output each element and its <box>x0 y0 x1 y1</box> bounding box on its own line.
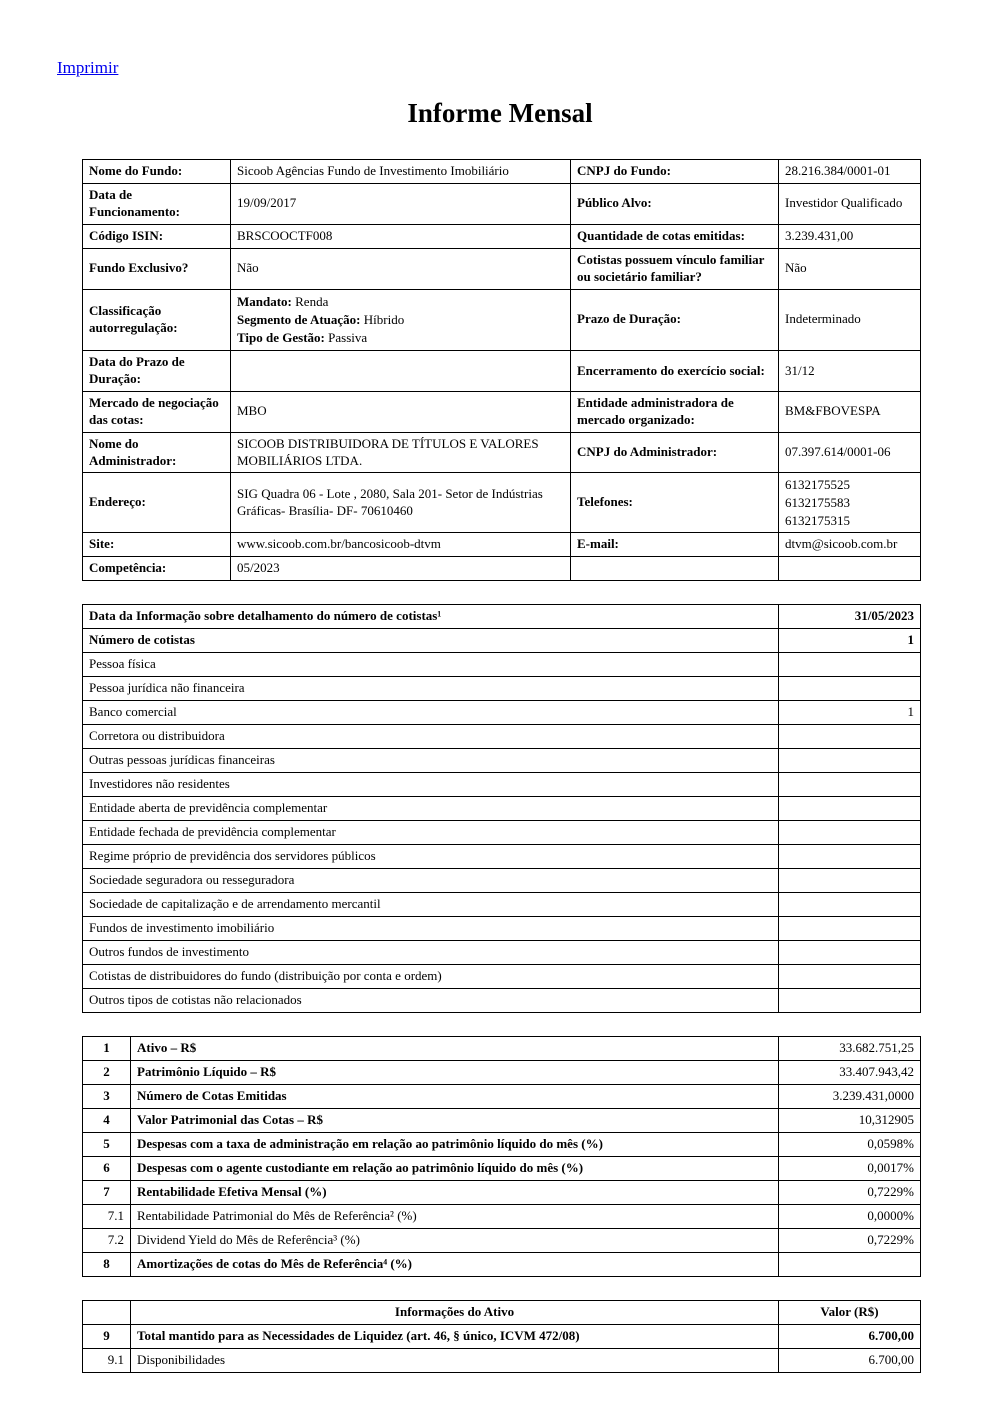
table-row <box>83 224 921 248</box>
cotista-type-label: Cotistas de distribuidores do fundo (distribuição por conta e ordem) <box>83 965 779 989</box>
field-label: Data do Prazo de Duração: <box>83 351 231 392</box>
item-value: 0,7229% <box>779 1229 921 1253</box>
classification-subvalue: Renda <box>291 293 329 309</box>
classification-sublabel: Segmento de Atuação: <box>237 311 361 327</box>
table-row <box>83 1109 921 1133</box>
field-label: Competência: <box>83 557 231 581</box>
phone-number: 6132175315 <box>785 512 850 528</box>
table-row <box>83 821 921 845</box>
asset-header-value: Valor (R$) <box>779 1301 921 1325</box>
field-label: Público Alvo: <box>571 184 779 225</box>
table-row <box>83 869 921 893</box>
field-value: 19/09/2017 <box>231 184 571 225</box>
cotista-type-value: 1 <box>779 701 921 725</box>
field-value: Não <box>779 248 921 289</box>
field-label: Nome do Fundo: <box>83 160 231 184</box>
asset-header-title: Informações do Ativo <box>131 1301 779 1325</box>
cotista-type-label: Outras pessoas jurídicas financeiras <box>83 749 779 773</box>
cotistas-table <box>82 604 921 1013</box>
table-row <box>83 989 921 1013</box>
cotista-type-label: Pessoa física <box>83 653 779 677</box>
classification-line <box>237 311 564 329</box>
item-label: Número de Cotas Emitidas <box>131 1085 779 1109</box>
item-label: Rentabilidade Efetiva Mensal (%) <box>131 1181 779 1205</box>
field-value: dtvm@sicoob.com.br <box>779 533 921 557</box>
item-value: 0,0598% <box>779 1133 921 1157</box>
table-row <box>83 1037 921 1061</box>
cotista-type-label: Outros fundos de investimento <box>83 941 779 965</box>
item-value: 3.239.431,0000 <box>779 1085 921 1109</box>
table-row <box>83 432 921 473</box>
classification-sublabel: Tipo de Gestão: <box>237 329 325 345</box>
phones-value <box>779 473 921 533</box>
table-row <box>83 160 921 184</box>
empty-header-cell <box>83 1301 131 1325</box>
field-label: Prazo de Duração: <box>571 289 779 351</box>
field-label: Endereço: <box>83 473 231 533</box>
table-row <box>83 725 921 749</box>
item-number: 8 <box>83 1253 131 1277</box>
table-row <box>83 845 921 869</box>
item-value: 33.682.751,25 <box>779 1037 921 1061</box>
cotistas-total-value: 1 <box>779 629 921 653</box>
table-row <box>83 653 921 677</box>
field-label: Cotistas possuem vínculo familiar ou societário familiar? <box>571 248 779 289</box>
cotistas-header-label: Data da Informação sobre detalhamento do número de cotistas¹ <box>83 605 779 629</box>
field-value: 28.216.384/0001-01 <box>779 160 921 184</box>
phone-number: 6132175583 <box>785 495 850 511</box>
table-row <box>83 1205 921 1229</box>
item-label: Ativo – R$ <box>131 1037 779 1061</box>
item-number: 7.1 <box>83 1205 131 1229</box>
field-label: Data de Funcionamento: <box>83 184 231 225</box>
field-label: Classificação autorregulação: <box>83 289 231 351</box>
table-row <box>83 1157 921 1181</box>
item-number: 3 <box>83 1085 131 1109</box>
page-title: Informe Mensal <box>407 98 593 128</box>
item-number: 1 <box>83 1037 131 1061</box>
field-value: www.sicoob.com.br/bancosicoob-dtvm <box>231 533 571 557</box>
table-row <box>83 184 921 225</box>
table-row <box>83 289 921 351</box>
field-label: Entidade administradora de mercado organizado: <box>571 391 779 432</box>
table-row <box>83 701 921 725</box>
field-value <box>779 557 921 581</box>
cotista-type-value <box>779 917 921 941</box>
classification-line <box>237 293 564 311</box>
table-row <box>83 917 921 941</box>
table-row <box>83 1349 921 1373</box>
table-row <box>83 629 921 653</box>
item-label: Patrimônio Líquido – R$ <box>131 1061 779 1085</box>
table-row <box>83 797 921 821</box>
cotista-type-value <box>779 653 921 677</box>
table-row <box>83 248 921 289</box>
field-label <box>571 557 779 581</box>
field-label: Telefones: <box>571 473 779 533</box>
item-value <box>779 1253 921 1277</box>
metrics-table <box>82 1036 921 1277</box>
classification-value <box>231 289 571 351</box>
item-label: Despesas com a taxa de administração em relação ao patrimônio líquido do mês (%) <box>131 1133 779 1157</box>
table-row <box>83 1325 921 1349</box>
table-row <box>83 1061 921 1085</box>
table-row <box>83 773 921 797</box>
item-number: 9 <box>83 1325 131 1349</box>
cotista-type-value <box>779 893 921 917</box>
item-label: Disponibilidades <box>131 1349 779 1373</box>
cotista-type-value <box>779 677 921 701</box>
field-label: E-mail: <box>571 533 779 557</box>
item-label: Despesas com o agente custodiante em relação ao patrimônio líquido do mês (%) <box>131 1157 779 1181</box>
cotista-type-value <box>779 821 921 845</box>
item-value: 33.407.943,42 <box>779 1061 921 1085</box>
item-number: 7.2 <box>83 1229 131 1253</box>
cotista-type-label: Sociedade seguradora ou resseguradora <box>83 869 779 893</box>
field-value: 31/12 <box>779 351 921 392</box>
item-value: 0,0017% <box>779 1157 921 1181</box>
table-row <box>83 1085 921 1109</box>
field-label: Nome do Administrador: <box>83 432 231 473</box>
table-row <box>83 941 921 965</box>
table-header-row <box>83 605 921 629</box>
field-label: Quantidade de cotas emitidas: <box>571 224 779 248</box>
item-value: 0,7229% <box>779 1181 921 1205</box>
field-value: 3.239.431,00 <box>779 224 921 248</box>
field-label: CNPJ do Administrador: <box>571 432 779 473</box>
item-label: Total mantido para as Necessidades de Liquidez (art. 46, § único, ICVM 472/08) <box>131 1325 779 1349</box>
classification-subvalue: Híbrido <box>360 311 405 327</box>
table-row <box>83 965 921 989</box>
field-value: Investidor Qualificado <box>779 184 921 225</box>
table-row <box>83 391 921 432</box>
phone-number: 6132175525 <box>785 477 850 493</box>
cotista-type-label: Banco comercial <box>83 701 779 725</box>
item-number: 2 <box>83 1061 131 1085</box>
item-value: 6.700,00 <box>779 1325 921 1349</box>
table-row <box>83 1229 921 1253</box>
field-value: Indeterminado <box>779 289 921 351</box>
field-label: Mercado de negociação das cotas: <box>83 391 231 432</box>
item-number: 6 <box>83 1157 131 1181</box>
field-value: BRSCOOCTF008 <box>231 224 571 248</box>
item-label: Valor Patrimonial das Cotas – R$ <box>131 1109 779 1133</box>
asset-info-table <box>82 1300 921 1373</box>
field-label: Encerramento do exercício social: <box>571 351 779 392</box>
field-label: Código ISIN: <box>83 224 231 248</box>
classification-sublabel: Mandato: <box>237 293 292 309</box>
cotista-type-value <box>779 965 921 989</box>
classification-subvalue: Passiva <box>324 329 368 345</box>
table-row <box>83 1181 921 1205</box>
cotista-type-label: Fundos de investimento imobiliário <box>83 917 779 941</box>
cotista-type-label: Outros tipos de cotistas não relacionados <box>83 989 779 1013</box>
classification-line <box>237 329 564 347</box>
cotista-type-label: Entidade aberta de previdência complementar <box>83 797 779 821</box>
table-row <box>83 749 921 773</box>
item-value: 10,312905 <box>779 1109 921 1133</box>
table-row <box>83 533 921 557</box>
item-number: 5 <box>83 1133 131 1157</box>
cotistas-header-date: 31/05/2023 <box>779 605 921 629</box>
cotista-type-label: Pessoa jurídica não financeira <box>83 677 779 701</box>
field-value: SIG Quadra 06 - Lote , 2080, Sala 201- Setor de Indústrias Gráficas- Brasília- DF- 70610460 <box>231 473 571 533</box>
table-row <box>83 557 921 581</box>
field-label: Site: <box>83 533 231 557</box>
cotista-type-label: Regime próprio de previdência dos servidores públicos <box>83 845 779 869</box>
item-number: 4 <box>83 1109 131 1133</box>
cotista-type-label: Entidade fechada de previdência complementar <box>83 821 779 845</box>
table-row <box>83 1253 921 1277</box>
cotista-type-value <box>779 725 921 749</box>
item-label: Rentabilidade Patrimonial do Mês de Referência² (%) <box>131 1205 779 1229</box>
item-number: 7 <box>83 1181 131 1205</box>
cotista-type-label: Corretora ou distribuidora <box>83 725 779 749</box>
item-label: Amortizações de cotas do Mês de Referência⁴ (%) <box>131 1253 779 1277</box>
field-label: Fundo Exclusivo? <box>83 248 231 289</box>
cotistas-total-label: Número de cotistas <box>83 629 779 653</box>
cotista-type-value <box>779 989 921 1013</box>
field-value: Não <box>231 248 571 289</box>
cotista-type-value <box>779 797 921 821</box>
field-value: 05/2023 <box>231 557 571 581</box>
field-value: BM&FBOVESPA <box>779 391 921 432</box>
cotista-type-label: Sociedade de capitalização e de arrendamento mercantil <box>83 893 779 917</box>
field-value: Sicoob Agências Fundo de Investimento Imobiliário <box>231 160 571 184</box>
cotista-type-value <box>779 869 921 893</box>
fund-info-table <box>82 159 921 581</box>
print-link[interactable]: Imprimir <box>57 58 119 77</box>
field-value <box>231 351 571 392</box>
cotista-type-value <box>779 773 921 797</box>
table-row <box>83 351 921 392</box>
table-row <box>83 1133 921 1157</box>
cotista-type-value <box>779 845 921 869</box>
cotista-type-label: Investidores não residentes <box>83 773 779 797</box>
table-row <box>83 473 921 533</box>
field-value: 07.397.614/0001-06 <box>779 432 921 473</box>
item-number: 9.1 <box>83 1349 131 1373</box>
field-value: MBO <box>231 391 571 432</box>
cotista-type-value <box>779 941 921 965</box>
item-label: Dividend Yield do Mês de Referência³ (%) <box>131 1229 779 1253</box>
field-value: SICOOB DISTRIBUIDORA DE TÍTULOS E VALORES MOBILIÁRIOS LTDA. <box>231 432 571 473</box>
item-value: 6.700,00 <box>779 1349 921 1373</box>
table-header-row <box>83 1301 921 1325</box>
table-row <box>83 893 921 917</box>
field-label: CNPJ do Fundo: <box>571 160 779 184</box>
item-value: 0,0000% <box>779 1205 921 1229</box>
table-row <box>83 677 921 701</box>
cotista-type-value <box>779 749 921 773</box>
